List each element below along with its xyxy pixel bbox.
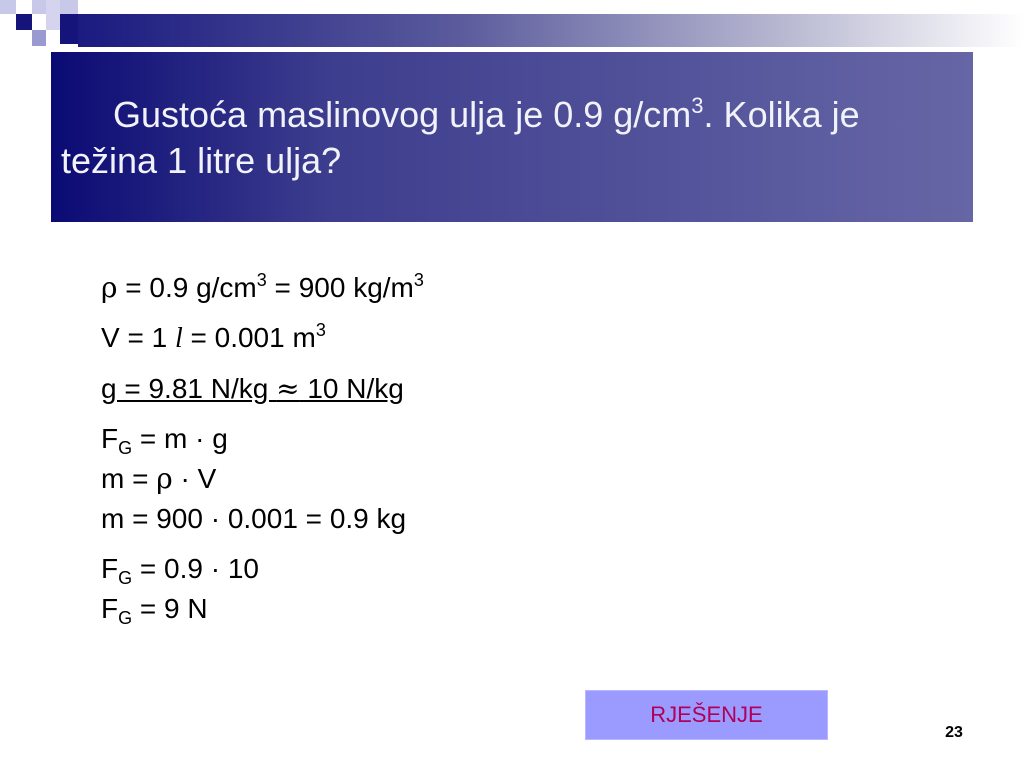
text: = 0.9 · 10: [132, 553, 259, 584]
decor-square: [16, 14, 32, 30]
text: F: [101, 553, 119, 584]
page-number: 23: [945, 724, 963, 741]
text: = 0.001 m: [182, 322, 316, 353]
superscript: 3: [315, 320, 326, 340]
decor-square: [60, 0, 78, 14]
line-mass-calc: [101, 499, 424, 539]
text: · V: [172, 463, 217, 494]
line-volume: [101, 318, 424, 359]
line-weight-calc: [101, 549, 424, 589]
line-gravity: [101, 369, 424, 409]
approx-symbol: ≈: [276, 372, 300, 405]
rho-symbol: ρ: [101, 271, 118, 304]
text: m =: [101, 463, 157, 494]
superscript: 3: [413, 270, 424, 290]
superscript: 3: [256, 270, 267, 290]
title-superscript: 3: [691, 93, 704, 118]
title-text-part: Gustoća maslinovog ulja je 0.9 g/cm: [113, 94, 692, 135]
decor-square: [32, 0, 46, 14]
text: F: [101, 423, 119, 454]
text: = 9 N: [132, 593, 208, 624]
text: F: [101, 593, 119, 624]
slide-title-banner: [51, 52, 973, 222]
line-density: [101, 268, 424, 308]
solution-button-label: RJEŠENJE: [650, 702, 763, 727]
decor-square: [0, 0, 16, 14]
subscript: G: [118, 608, 133, 628]
text: m = 900 · 0.001 = 0.9 kg: [101, 503, 407, 534]
litre-symbol: l: [174, 323, 183, 354]
header-decor-bar: [78, 14, 1024, 47]
text: g = 9.81 N/kg: [101, 373, 277, 404]
subscript: G: [118, 438, 133, 458]
slide-body: [101, 268, 424, 629]
text: = 0.9 g/cm: [117, 272, 257, 303]
solution-button[interactable]: [585, 690, 828, 740]
line-weight-result: [101, 589, 424, 629]
subscript: G: [118, 568, 133, 588]
decor-square: [32, 30, 46, 46]
decor-square: [46, 0, 60, 30]
rho-symbol: ρ: [156, 462, 173, 495]
text: 10 N/kg: [299, 373, 404, 404]
text: = 900 kg/m: [266, 272, 414, 303]
text: = m · g: [132, 423, 228, 454]
text: V = 1: [101, 322, 175, 353]
line-weight-formula: [101, 419, 424, 459]
line-mass-formula: [101, 459, 424, 499]
decor-square: [60, 14, 78, 44]
title-text-part: . Kolika je težina 1 litre ulja?: [61, 94, 860, 181]
slide-title: [61, 92, 961, 184]
